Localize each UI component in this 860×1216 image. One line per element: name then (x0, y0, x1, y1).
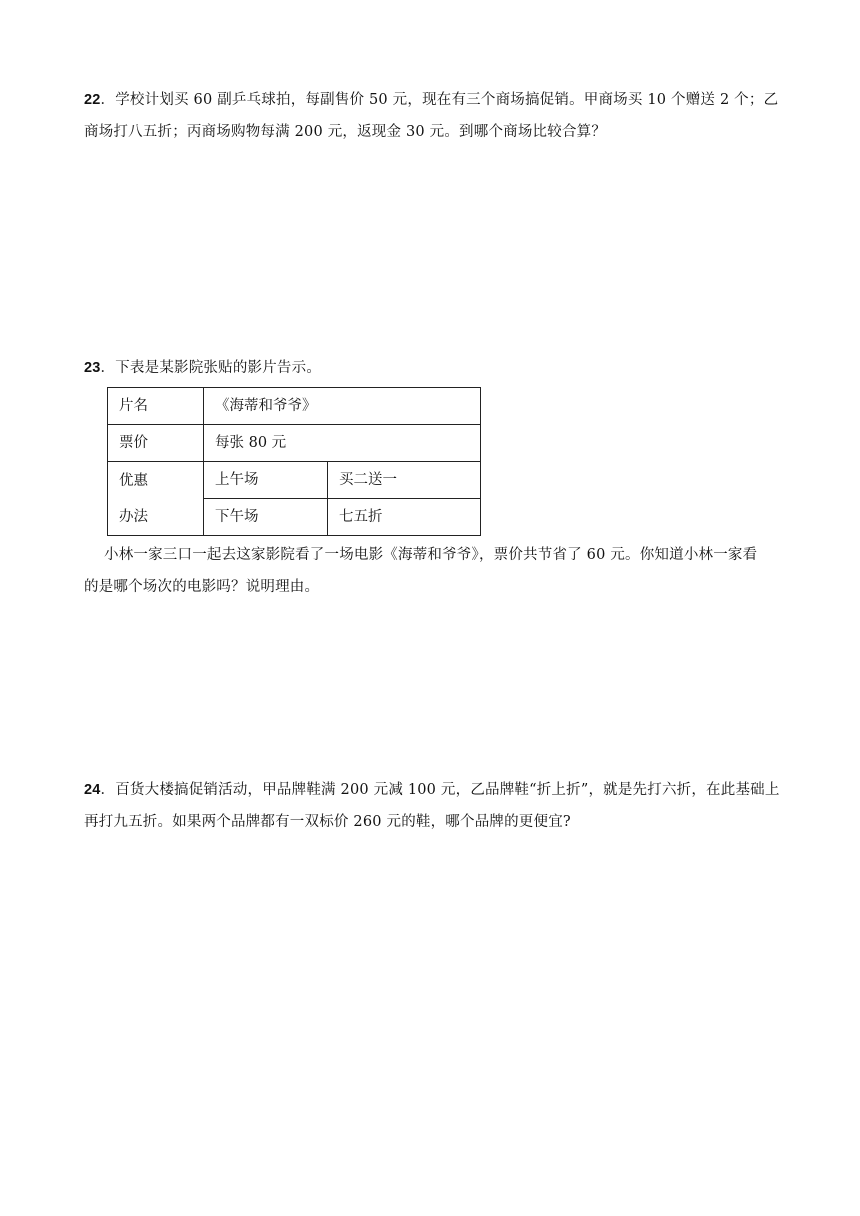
problem-22-number: 22 (84, 92, 101, 108)
movie-notice-table (107, 387, 481, 536)
problem-24-text-1: ．百货大楼搞促销活动，甲品牌鞋满 200 元减 100 元，乙品牌鞋“折上折”，就是先打六折，在此基础上 (100, 782, 780, 798)
cell-afternoon-offer: 七五折 (328, 499, 481, 536)
problem-24-number: 24 (84, 782, 101, 798)
problem-23-number: 23 (84, 360, 101, 376)
discount-label-line-2: 办法 (119, 508, 148, 525)
problem-24-text-2: 再打九五折。如果两个品牌都有一双标价 260 元的鞋，哪个品牌的更便宜? (84, 814, 571, 830)
cell-morning-offer: 买二送一 (328, 462, 481, 499)
cell-title-value: 《海蒂和爷爷》 (204, 388, 481, 425)
problem-22-line-1 (84, 90, 810, 111)
cell-title-label: 片名 (108, 388, 204, 425)
problem-23-intro: ．下表是某影院张贴的影片告示。 (100, 360, 322, 376)
problem-22-text-2: 商场打八五折；丙商场购物每满 200 元，返现金 30 元。到哪个商场比较合算？ (84, 124, 607, 140)
problem-23 (84, 358, 810, 379)
cell-price-value: 每张 80 元 (204, 425, 481, 462)
table-row-title (108, 388, 481, 425)
problem-23-intro-line (84, 358, 810, 379)
cell-afternoon-session: 下午场 (204, 499, 328, 536)
cell-price-label: 票价 (108, 425, 204, 462)
cell-discount-label (108, 462, 204, 536)
problem-23-text-1: 小林一家三口一起去这家影院看了一场电影《海蒂和爷爷》，票价共节省了 60 元。你知道小林一家看 (104, 547, 758, 563)
problem-24-line-1 (84, 780, 810, 801)
cell-morning-session: 上午场 (204, 462, 328, 499)
problem-23-question (84, 545, 810, 598)
problem-23-text-2: 的是哪个场次的电影吗？说明理由。 (84, 579, 320, 595)
discount-label-line-1: 优惠 (119, 472, 148, 489)
table-row-morning (108, 462, 481, 499)
problem-22-text-1: ．学校计划买 60 副乒乓球拍，每副售价 50 元，现在有三个商场搞促销。甲商场买 10 个赠送 2 个；乙 (100, 92, 779, 108)
problem-24 (84, 780, 810, 833)
problem-22 (84, 90, 810, 143)
table-row-price (108, 425, 481, 462)
